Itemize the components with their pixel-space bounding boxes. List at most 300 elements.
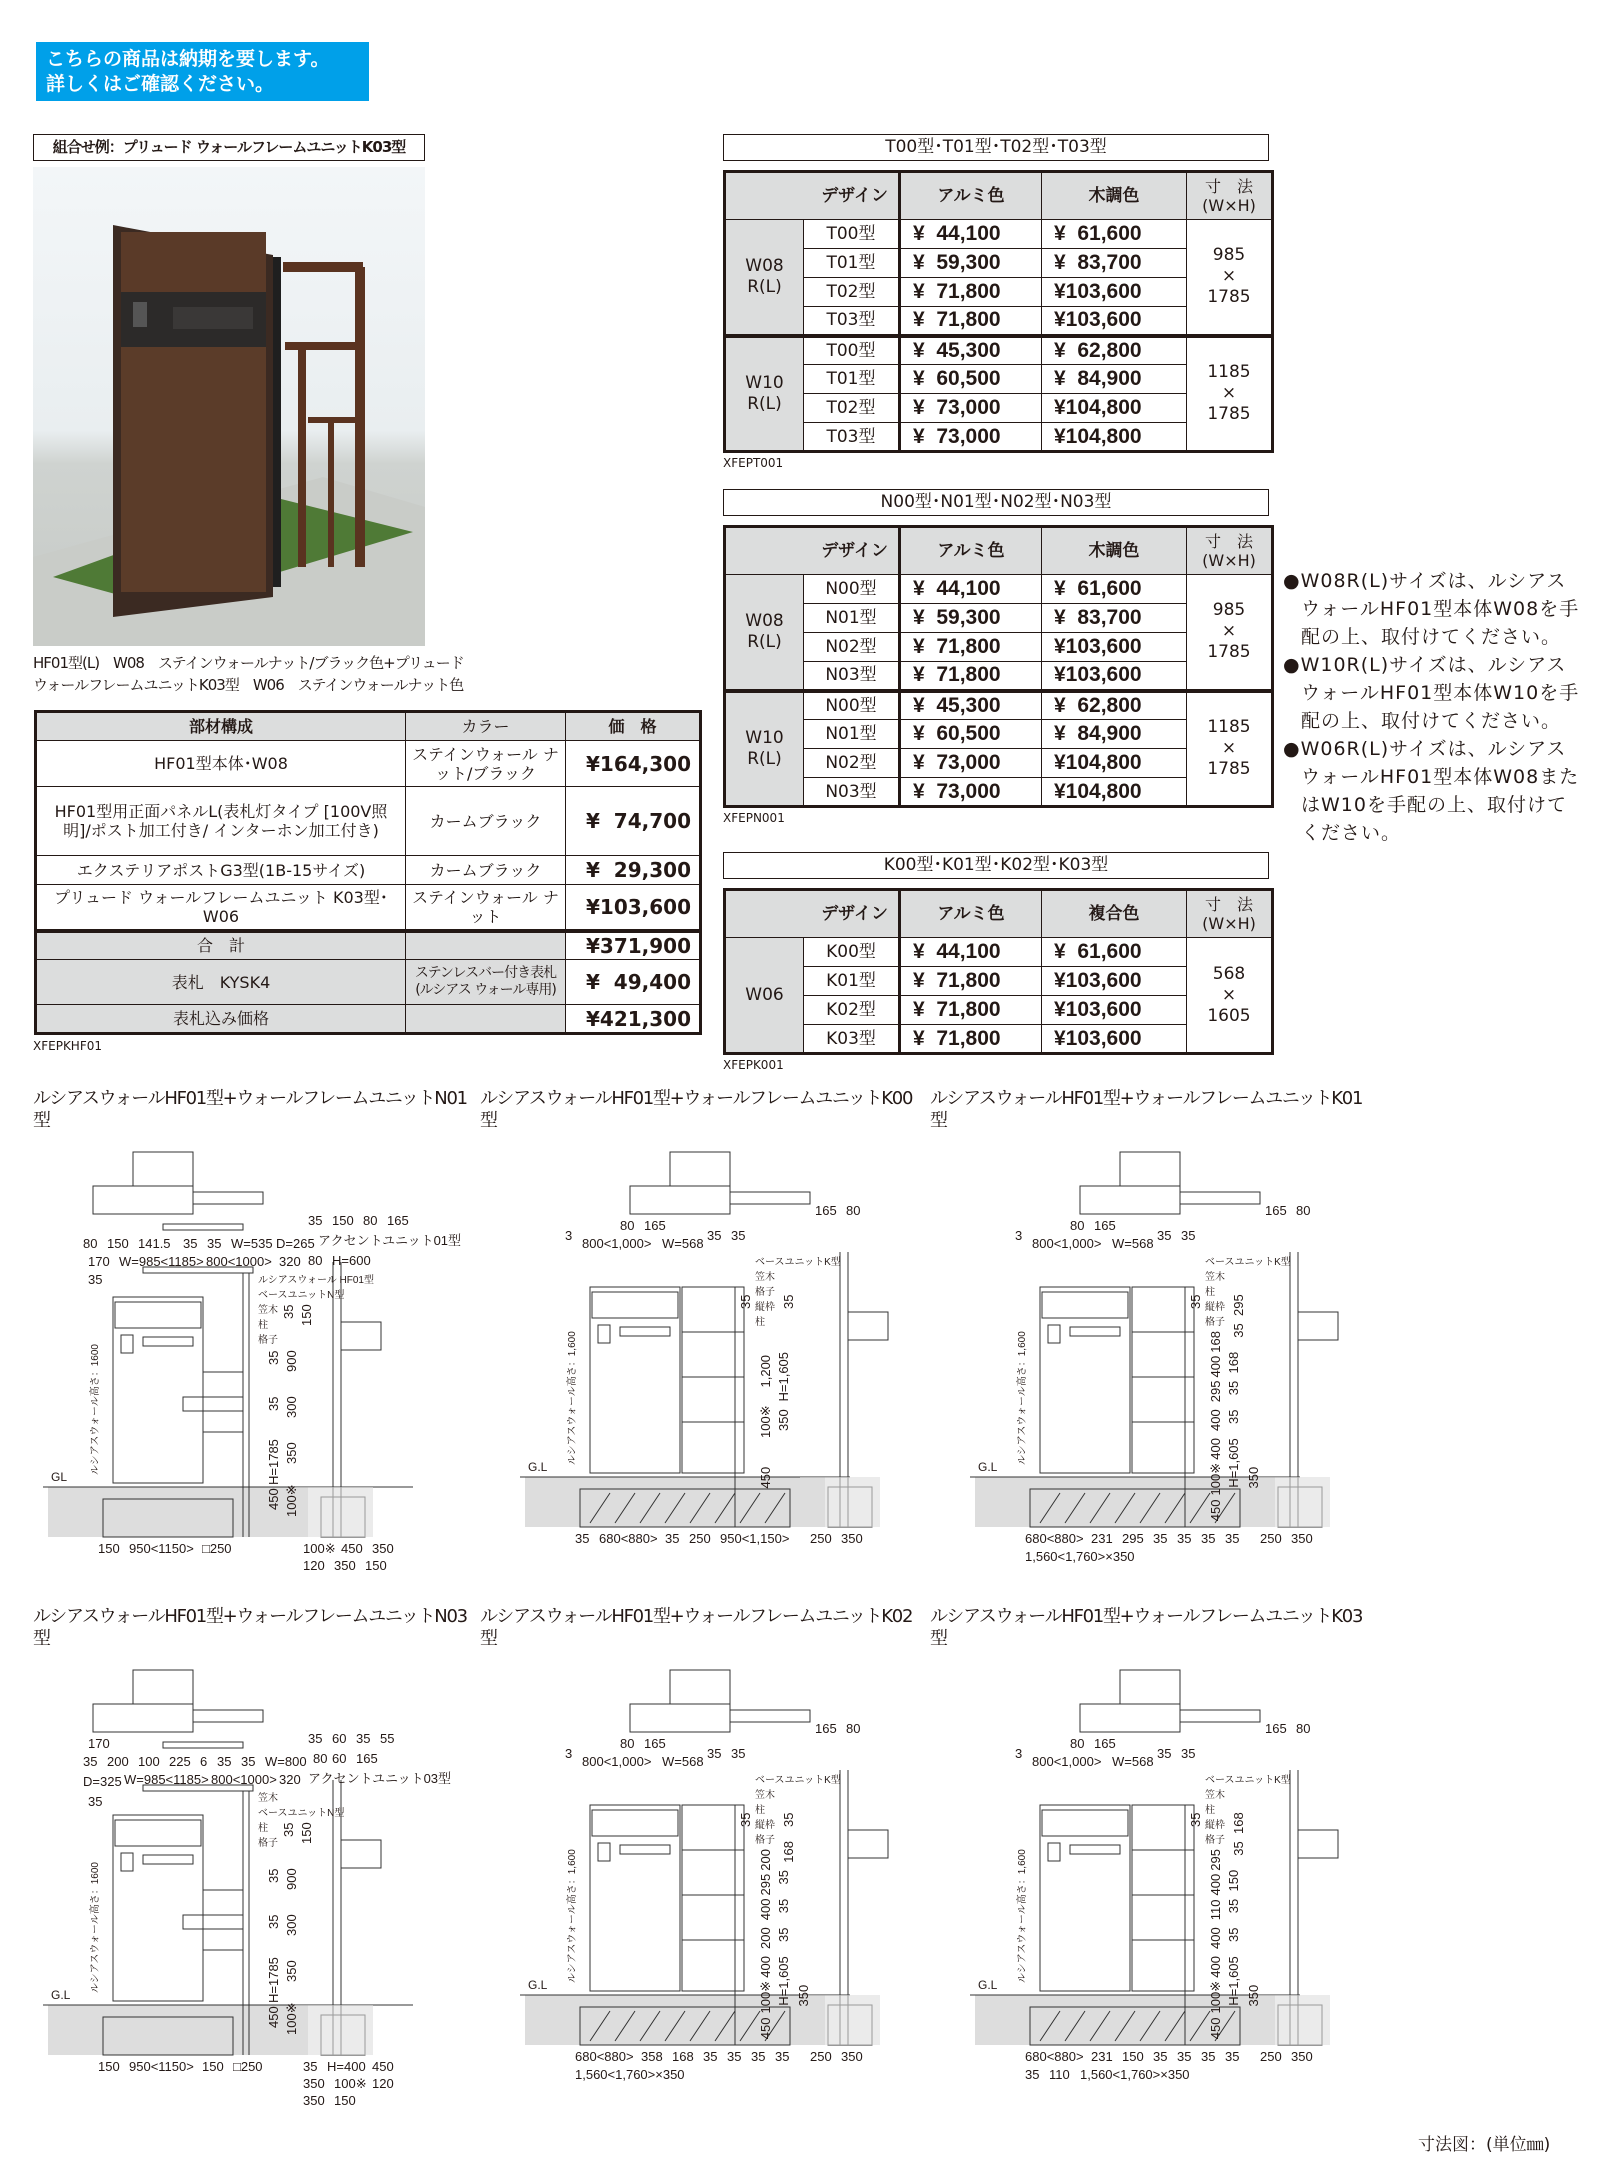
note-item: ●W06R(L)サイズは、ルシアス ウォールHF01型本体W08またはW10を手配の上、取付けてください。 [1283, 738, 1580, 844]
dim-width: 985 [1212, 600, 1246, 621]
wall-height-label: ルシアスウォール高さ：1,600 [1017, 1331, 1028, 1465]
aluminum-price: ¥ 71,800 [900, 1025, 1042, 1054]
part-callout: 笠木 [1205, 1272, 1225, 1283]
dimension-drawing [33, 1606, 473, 2110]
table-row [36, 787, 701, 856]
aluminum-price: ¥ 71,800 [900, 662, 1042, 691]
header-aluminum: アルミ色 [900, 172, 1042, 220]
size-label: W08 R(L) [725, 220, 804, 336]
wall-body [113, 1297, 203, 1483]
plan-dimension: 80 [1070, 1736, 1085, 1751]
header-wood: 木調色 [1042, 172, 1187, 220]
height-dimension: 35 [776, 1927, 791, 1942]
price-table-code: XFEPT001 [723, 456, 784, 470]
height-dimension: 900 [284, 1350, 299, 1372]
sideview-dimension: アクセントユニット01型 [318, 1233, 462, 1248]
gl-label: G.L [51, 1988, 71, 2002]
dim-width: 985 [1212, 245, 1246, 266]
plan-wall [630, 1186, 730, 1214]
height-dimension: 35 [781, 1294, 796, 1309]
height-dimension: 35 [1188, 1812, 1203, 1827]
sideview-dimension: 35 [308, 1213, 323, 1228]
empty-cell [406, 931, 566, 960]
drawing-canvas [480, 1132, 920, 1592]
top-dimension: 3 [565, 1228, 573, 1243]
dim-times: × [1221, 984, 1237, 1005]
height-dimension: 400 [1208, 1956, 1223, 1978]
dimension-cell [1187, 220, 1273, 336]
plan-frame [193, 1192, 263, 1204]
plan-dimension: D=325 [83, 1774, 122, 1789]
dim-height: 1605 [1207, 1005, 1251, 1026]
part-color: ステインウォール ナット [406, 885, 566, 931]
total-row [36, 931, 701, 960]
height-dimension: 350 [796, 1984, 811, 2007]
dim-width: 568 [1212, 963, 1246, 984]
side-ground [800, 1995, 880, 2045]
part-callout: 格子 [1205, 1317, 1225, 1328]
wall-height-label: ルシアスウォール高さ：1,600 [567, 1849, 578, 1983]
drawing-canvas [33, 1650, 473, 2110]
aluminum-price: ¥ 44,100 [900, 220, 1042, 249]
dimension-drawing [930, 1606, 1370, 2110]
height-dimension: 450 [758, 2017, 773, 2040]
plan-base [163, 1742, 243, 1748]
part-callout: 格子 [258, 1838, 278, 1849]
top-dimension: 35 [707, 1228, 722, 1243]
top-dimension: 800<1,000> [582, 1236, 652, 1251]
plan-frame [730, 1192, 810, 1204]
height-dimension: 400 [758, 1956, 773, 1978]
bottom-dimension: 295 [1122, 1531, 1144, 1546]
plan-post-box [133, 1670, 193, 1704]
sideview-dimension: 250 [810, 2049, 832, 2064]
caption-line: ウォールフレームユニットK03型 W06 ステインウォールナット色 [33, 676, 464, 694]
plan-frame [1180, 1192, 1260, 1204]
table-row [725, 938, 1273, 967]
plan-wall [1080, 1186, 1180, 1214]
sideview-dimension: 55 [380, 1731, 395, 1746]
plan-post-box [1120, 1670, 1180, 1704]
wood-price: ¥103,600 [1042, 996, 1187, 1025]
model-label: T02型 [804, 278, 900, 307]
bottom-dimension: 950<1150> [129, 1541, 194, 1556]
height-dimension: 150 [1226, 1869, 1241, 1892]
price-table-code: XFEPN001 [723, 811, 785, 825]
notes [1283, 567, 1583, 847]
sideview-dimension: 100※ [334, 2076, 367, 2091]
plan-dimension: 200 [107, 1754, 129, 1769]
height-dimension: 350 [284, 1960, 299, 1982]
height-dimension: 450 [758, 1466, 773, 1489]
top-dimension: W=568 [1112, 1236, 1154, 1251]
sideview-dimension: H=400 [327, 2059, 366, 2074]
height-dimension: H=1,605 [776, 1956, 791, 2006]
ground-section [525, 1477, 825, 1527]
part-callout: 格子 [258, 1335, 278, 1346]
part-callout: ベースユニットN型 [258, 1808, 345, 1819]
height-dimension: 450 [1208, 2017, 1223, 2040]
plan-dimension: 225 [169, 1754, 191, 1769]
model-label: N01型 [804, 604, 900, 633]
model-label: N02型 [804, 749, 900, 778]
height-dimension: 150 [299, 1304, 314, 1326]
bottom-dimension: 231 [1091, 1531, 1113, 1546]
wood-price: ¥104,800 [1042, 778, 1187, 807]
dim-times: × [1221, 621, 1237, 642]
plan-dimension: 6 [200, 1754, 208, 1769]
header-wood: 木調色 [1042, 527, 1187, 575]
model-label: K00型 [804, 938, 900, 967]
height-dimension: 35 [1231, 1323, 1246, 1338]
top-dimension: 800<1,000> [1032, 1236, 1102, 1251]
dimension-drawing [930, 1088, 1370, 1592]
table-header-row [725, 172, 1273, 220]
plan-dimension: 141.5 [138, 1236, 171, 1251]
bottom-dimension: 358 [641, 2049, 663, 2064]
table-row [725, 575, 1273, 604]
model-label: K02型 [804, 996, 900, 1025]
height-dimension: 400 [1208, 1409, 1223, 1431]
header-dimension: 寸 法 (W×H) [1187, 527, 1273, 575]
part-price: ¥103,600 [566, 885, 701, 931]
height-dimension: 35 [281, 1304, 296, 1319]
header-design: デザイン [725, 890, 900, 938]
total-price: ¥371,900 [566, 931, 701, 960]
top-dimension: 3 [565, 1746, 573, 1761]
plan-dimension: 35 [83, 1754, 98, 1769]
bottom-dimension: 35 [727, 2049, 742, 2064]
wood-price: ¥103,600 [1042, 967, 1187, 996]
part-name: HF01型用正面パネルL(表札灯タイプ [100V照明]/ポスト加工付き/ インターホン加工付き) [36, 787, 406, 856]
part-callout: 縦枠 [1205, 1302, 1225, 1313]
plan-frame [730, 1710, 810, 1722]
model-label: T00型 [804, 336, 900, 365]
sideview-dimension: 350 [841, 2049, 863, 2064]
part-price: ¥164,300 [566, 741, 701, 787]
height-dimension: 295 [1231, 1294, 1246, 1316]
top-dimension: W=985<1185> [119, 1254, 204, 1269]
top-dimension: 170 [88, 1736, 110, 1751]
top-dimension: 320 [279, 1772, 301, 1787]
height-dimension: 100※ [758, 1980, 773, 2014]
note-item: ●W10R(L)サイズは、ルシアス ウォールHF01型本体W10を手配の上、取付けてください。 [1283, 654, 1580, 732]
aluminum-price: ¥ 44,100 [900, 575, 1042, 604]
bottom-dimension: 680<880> [1025, 1531, 1084, 1546]
sideview-dimension: 450 [372, 2059, 394, 2074]
aluminum-price: ¥ 60,500 [900, 365, 1042, 394]
grand-total-price: ¥421,300 [566, 1005, 701, 1034]
model-label: T01型 [804, 365, 900, 394]
plan-wall [630, 1704, 730, 1732]
product-photo [33, 167, 425, 646]
wood-price: ¥104,800 [1042, 749, 1187, 778]
side-ground [800, 1477, 880, 1527]
wall-height-label: ルシアスウォール高さ：1,600 [1017, 1849, 1028, 1983]
part-callout: ベースユニットK型 [755, 1775, 841, 1786]
height-dimension: 100※ [1208, 1462, 1223, 1496]
top-dimension: 35 [1181, 1228, 1196, 1243]
height-dimension: 35 [1226, 1898, 1241, 1914]
height-dimension: 35 [738, 1812, 753, 1827]
price-table-title: T00型･T01型･T02型･T03型 [723, 134, 1269, 161]
plan-dimension: W=800 [265, 1754, 307, 1769]
top-dimension: 35 [1157, 1228, 1172, 1243]
table-row [725, 336, 1273, 365]
bottom-dimension: 35 [1177, 1531, 1192, 1546]
height-dimension: H=1,605 [776, 1351, 791, 1402]
height-dimension: 100※ [284, 2002, 299, 2035]
nameplate-price: ¥ 49,400 [566, 960, 701, 1005]
plan-dimension: 165 [644, 1218, 666, 1233]
price-table-title: N00型･N01型･N02型･N03型 [723, 489, 1269, 516]
model-label: T00型 [804, 220, 900, 249]
model-label: N02型 [804, 633, 900, 662]
notice-line: こちらの商品は納期を要します。 [46, 48, 330, 70]
wood-price: ¥ 84,900 [1042, 720, 1187, 749]
part-callout: ベースユニットK型 [1205, 1775, 1291, 1786]
top-dimension: 35 [731, 1746, 746, 1761]
wall-height-label: ルシアスウォール高さ：1600 [90, 1862, 101, 1993]
dim-height: 1785 [1207, 642, 1251, 663]
model-label: T03型 [804, 307, 900, 336]
sideview-dimension: 165 [1265, 1203, 1287, 1218]
sideview-dimension: 80 [308, 1253, 323, 1268]
side-postbox [341, 1322, 381, 1350]
size-label: W06 [725, 938, 804, 1054]
height-dimension: 100※ [1208, 1980, 1223, 2014]
bottom-dimension: 35 [775, 2049, 790, 2064]
bottom-dimension: 150 [98, 1541, 120, 1556]
plan-base [163, 1224, 243, 1230]
drawing-canvas [480, 1650, 920, 2110]
sideview-dimension: 35 [356, 1731, 371, 1746]
dimension-drawing [480, 1088, 920, 1592]
wood-price: ¥ 62,800 [1042, 336, 1187, 365]
sideview-dimension: H=600 [332, 1253, 371, 1268]
dim-times: × [1221, 266, 1237, 287]
sideview-dimension: 350 [303, 2076, 325, 2091]
sideview-dimension: 80 [313, 1751, 328, 1766]
height-dimension: 900 [284, 1868, 299, 1890]
model-label: N03型 [804, 778, 900, 807]
size-label: W10 R(L) [725, 691, 804, 807]
side-ground [1250, 1477, 1330, 1527]
side-ground [293, 1487, 373, 1537]
height-dimension: 1,200 [758, 1354, 773, 1388]
plan-dimension: 165 [644, 1736, 666, 1751]
sideview-dimension: 250 [1260, 1531, 1282, 1546]
top-dimension: 170 [88, 1254, 110, 1269]
price-table-code: XFEPK001 [723, 1058, 784, 1072]
top-dimension: 800<1000> [206, 1254, 272, 1269]
top-dimension: 3 [1015, 1746, 1023, 1761]
height-dimension: 295 [758, 1873, 773, 1896]
wall-body [590, 1805, 680, 1991]
bottom-dimension: 950<1,150> [720, 1531, 790, 1546]
side-postbox [848, 1830, 888, 1858]
model-label: T01型 [804, 249, 900, 278]
drawing-canvas [33, 1132, 473, 1592]
sideview-dimension: 100※ [303, 1541, 336, 1556]
plan-post-box [1120, 1152, 1180, 1186]
wood-price: ¥ 61,600 [1042, 220, 1187, 249]
bottom-dimension: 110 [1049, 2067, 1070, 2082]
part-callout: 柱 [1205, 1287, 1215, 1298]
sideview-dimension: 250 [810, 1531, 832, 1546]
wall-body [1040, 1805, 1130, 1991]
aluminum-price: ¥ 71,800 [900, 278, 1042, 307]
drawing-title: ルシアスウォールHF01型+ウォールフレームユニットK01型 [930, 1088, 1363, 1131]
plan-dimension: 35 [183, 1236, 198, 1251]
height-dimension: 300 [284, 1396, 299, 1418]
top-dimension: 3 [1015, 1228, 1023, 1243]
notice-line: 詳しくはご確認ください。 [46, 73, 275, 95]
bottom-dimension: 35 [1201, 2049, 1216, 2064]
part-callout: 格子 [755, 1287, 775, 1298]
wood-price: ¥103,600 [1042, 307, 1187, 336]
header-dimension: 寸 法 (W×H) [1187, 890, 1273, 938]
bottom-dimension: 35 [1201, 1531, 1216, 1546]
bottom-dimension: 680<880> [1025, 2049, 1084, 2064]
wood-price: ¥104,800 [1042, 394, 1187, 423]
height-dimension: H=1,605 [1226, 1438, 1241, 1488]
part-color: ステインウォール ナット/ブラック [406, 741, 566, 787]
bottom-dimension: 1,560<1,760>×350 [1025, 1549, 1135, 1564]
dimension-cell [1187, 938, 1273, 1054]
grand-total-label: 表札込み価格 [36, 1005, 406, 1034]
header-design: デザイン [725, 172, 900, 220]
aluminum-price: ¥ 73,000 [900, 394, 1042, 423]
height-dimension: H=1785 [266, 1957, 281, 2003]
part-price: ¥ 74,700 [566, 787, 701, 856]
height-dimension: 450 [1208, 1499, 1223, 1522]
header-dimension: 寸 法 (W×H) [1187, 172, 1273, 220]
aluminum-price: ¥ 73,000 [900, 778, 1042, 807]
wood-price: ¥103,600 [1042, 278, 1187, 307]
aluminum-price: ¥ 59,300 [900, 249, 1042, 278]
height-dimension: 100※ [284, 1484, 299, 1517]
dimension-cell [1187, 575, 1273, 691]
sideview-dimension: 350 [1291, 2049, 1313, 2064]
sideview-dimension: 165 [815, 1721, 837, 1736]
model-label: N00型 [804, 575, 900, 604]
part-color: カームブラック [406, 856, 566, 885]
plan-dimension: D=265 [276, 1236, 315, 1251]
height-dimension: 168 [1231, 1812, 1246, 1834]
side-postbox [341, 1840, 381, 1868]
price-table [723, 888, 1274, 1055]
gl-label: GL [51, 1470, 68, 1484]
part-name: エクステリアポストG3型(1B-15サイズ) [36, 856, 406, 885]
example-title: 組合せ例：プリュード ウォールフレームユニットK03型 [33, 134, 425, 161]
table-header-row [725, 527, 1273, 575]
plan-dimension: 35 [217, 1754, 232, 1769]
bottom-dimension: 1,560<1,760>×350 [575, 2067, 685, 2082]
header-parts: 部材構成 [36, 712, 406, 741]
part-callout: 縦枠 [1205, 1820, 1225, 1831]
top-dimension: 35 [1181, 1746, 1196, 1761]
height-dimension: 35 [266, 1868, 281, 1883]
height-dimension: 400 [1208, 1355, 1223, 1378]
bottom-dimension: □250 [233, 2059, 263, 2074]
drawing-title: ルシアスウォールHF01型+ウォールフレームユニットK00型 [480, 1088, 913, 1131]
height-dimension: 350 [1246, 1466, 1261, 1489]
sideview-dimension: 165 [815, 1203, 837, 1218]
dimension-cell [1187, 691, 1273, 807]
price-table [723, 525, 1274, 808]
wall-height-label: ルシアスウォール高さ：1,600 [567, 1331, 578, 1465]
aluminum-price: ¥ 73,000 [900, 423, 1042, 452]
height-dimension: 35 [776, 1870, 791, 1885]
top-dimension: W=568 [662, 1754, 704, 1769]
product-photo-illustration [33, 167, 425, 646]
bottom-dimension: 250 [689, 1531, 711, 1546]
height-dimension: 400 [1208, 1438, 1223, 1460]
part-callout: 柱 [755, 1805, 765, 1816]
height-dimension: 168 [1208, 1331, 1223, 1353]
sideview-dimension: 350 [303, 2093, 325, 2108]
aluminum-price: ¥ 71,800 [900, 996, 1042, 1025]
wall-body [113, 1815, 203, 2001]
bottom-dimension: 35 [1025, 2067, 1040, 2082]
gl-label: G.L [978, 1460, 998, 1474]
wood-price: ¥103,600 [1042, 633, 1187, 662]
drawing-title: ルシアスウォールHF01型+ウォールフレームユニットN03型 [33, 1606, 467, 1649]
empty-cell [406, 1005, 566, 1034]
total-label: 合 計 [36, 931, 406, 960]
plan-post-box [133, 1152, 193, 1186]
bottom-dimension: 35 [575, 1531, 590, 1546]
bottom-dimension: 35 [1153, 1531, 1168, 1546]
price-table-title: K00型･K01型･K02型･K03型 [723, 852, 1269, 879]
part-callout: 柱 [755, 1317, 765, 1328]
nameplate-row [36, 960, 701, 1005]
height-dimension: 200 [758, 1927, 773, 1949]
height-dimension: 35 [776, 1898, 791, 1914]
plan-dimension: 150 [107, 1236, 129, 1251]
height-dimension: 350 [776, 1409, 791, 1431]
bottom-dimension: 150 [98, 2059, 120, 2074]
model-label: K01型 [804, 967, 900, 996]
sideview-dimension: 450 [341, 1541, 363, 1556]
height-dimension: 400 [1208, 1873, 1223, 1896]
wood-price: ¥103,600 [1042, 662, 1187, 691]
wall-body [590, 1287, 680, 1473]
sideview-dimension: 35 [308, 1731, 323, 1746]
height-dimension: 450 [266, 1488, 281, 1510]
bottom-dimension: 35 [1225, 1531, 1240, 1546]
plan-frame [193, 1710, 263, 1722]
bottom-dimension: 35 [703, 2049, 718, 2064]
dim-height: 1785 [1207, 287, 1251, 308]
nameplate-label: 表札 KYSK4 [36, 960, 406, 1005]
sideview-dimension: 120 [303, 1558, 325, 1573]
height-dimension: 35 [266, 1350, 281, 1365]
plan-dimension: 80 [620, 1736, 635, 1751]
sideview-dimension: 80 [363, 1213, 378, 1228]
header-wood: 複合色 [1042, 890, 1187, 938]
dimension-drawing [33, 1088, 473, 1592]
part-callout: 柱 [1205, 1805, 1215, 1816]
part-name: HF01型本体･W08 [36, 741, 406, 787]
part-callout: 笠木 [1205, 1790, 1225, 1801]
side-postbox [848, 1312, 888, 1340]
height-dimension: 35 [1226, 1409, 1241, 1424]
height-dimension: 35 [266, 1396, 281, 1411]
aluminum-price: ¥ 45,300 [900, 691, 1042, 720]
plan-dimension: W=535 [231, 1236, 273, 1251]
